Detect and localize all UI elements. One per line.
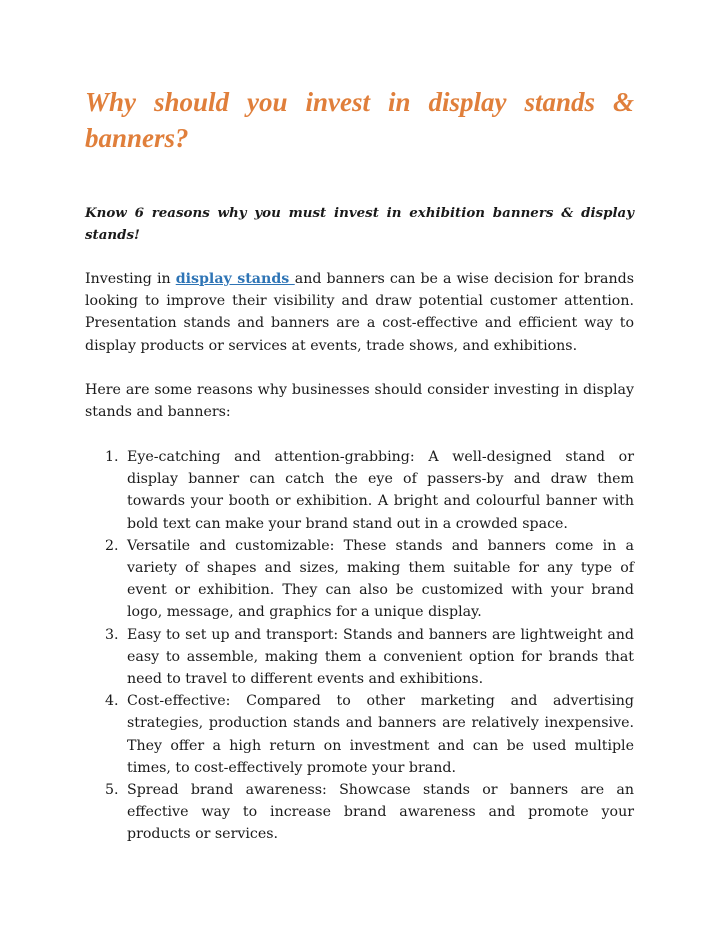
list-item-number: 3. [105, 626, 119, 643]
intro-paragraph [85, 268, 634, 357]
list-item-text: Eye-catching and attention-grabbing: A well-designed stand or display banner can catch the eye of passers-by and draw them towards your booth or exhibition. A bright and colourful banner with bold text can make your brand stand out in a crowded space. [127, 449, 634, 532]
list-item [85, 690, 634, 779]
list-item-number: 2. [105, 537, 119, 554]
list-item-text: Spread brand awareness: Showcase stands or banners are an effective way to increase brand awareness and promote your products or services. [127, 782, 634, 843]
reasons-list [85, 446, 634, 846]
list-item [85, 779, 634, 846]
page-title: Why should you invest in display stands & banners? [85, 87, 634, 153]
intro-text-before-link: Investing in [85, 271, 176, 287]
list-item-text: Cost-effective: Compared to other marketing and advertising strategies, production stands and banners are relatively inexpensive. They offer a high return on investment and can be used multiple times, to cost-effectively promote your brand. [127, 693, 634, 776]
list-item [85, 446, 634, 535]
list-item-number: 1. [105, 449, 119, 465]
list-item-text: Versatile and customizable: These stands and banners come in a variety of shapes and sizes, making them suitable for any type of event or exhibition. They can also be customized with your brand logo, message, and graphics for a unique display. [127, 537, 634, 621]
list-item-number: 4. [105, 693, 119, 710]
list-item [85, 535, 634, 624]
list-item-text: Easy to set up and transport: Stands and banners are lightweight and easy to assemble, making them a convenient option for brands that need to travel to different events and exhibitions. [127, 626, 634, 688]
list-item [85, 624, 634, 691]
document-page [85, 84, 634, 843]
subtitle: Know 6 reasons why you must invest in exhibition banners & display stands! [85, 205, 634, 243]
intro-text-after-link: and banners can be a wise decision for brands looking to improve their visibility and draw potential customer attention. Presentation stands and banners are a cost-effective and efficient way to display products or services at events, trade shows, and exhibitions. [85, 271, 634, 354]
display-stands-link[interactable]: display stands [175, 271, 295, 287]
lead-in-paragraph: Here are some reasons why businesses should consider investing in display stands and banners: [85, 382, 634, 421]
list-item-number: 5. [105, 782, 119, 799]
